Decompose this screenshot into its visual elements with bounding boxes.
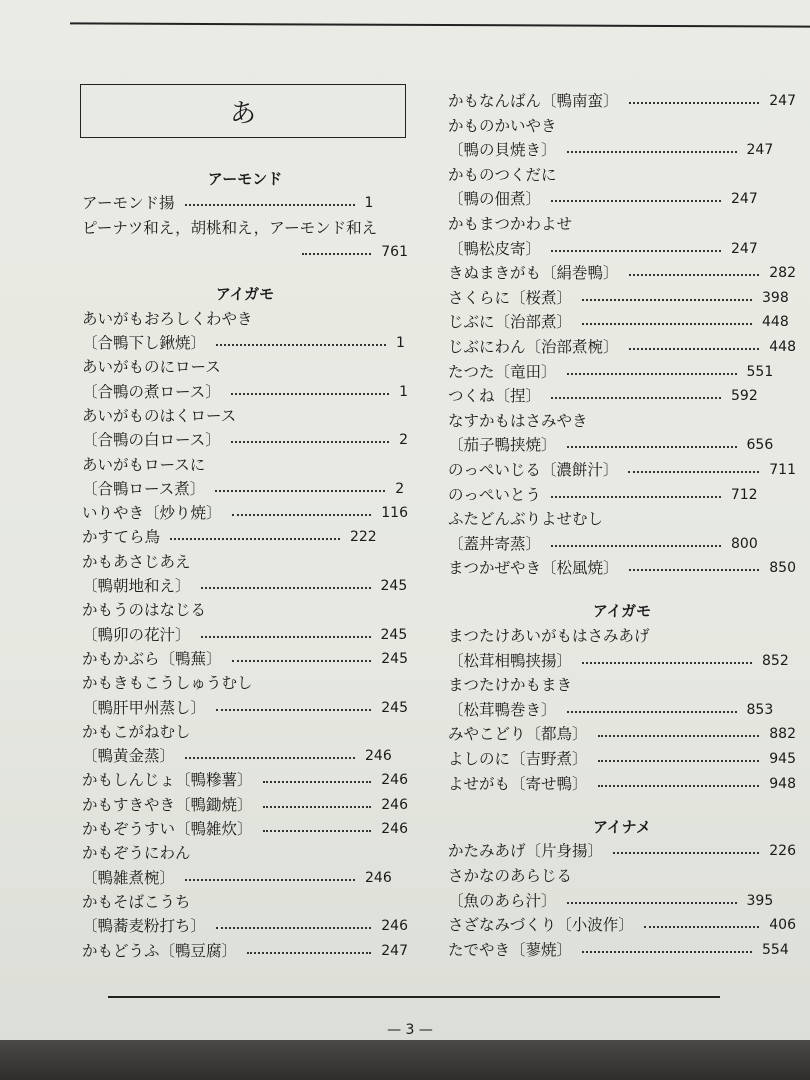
entry-text: かもなんばん〔鴨南蛮〕: [448, 92, 619, 110]
index-entry-reading: あいがもおろしくわやき: [82, 309, 253, 328]
index-entry-reading: かもまつかわよせ: [448, 215, 573, 233]
index-entry: [82, 818, 408, 840]
dot-leader: [582, 299, 752, 301]
index-entry: [82, 745, 408, 767]
entry-page-number: 247: [381, 942, 408, 959]
entry-page-number: 850: [769, 560, 796, 577]
entry-text: かたみあげ〔片身揚〕: [448, 842, 604, 861]
dot-leader: [582, 951, 752, 953]
dot-leader: [216, 927, 371, 929]
entry-text: のっぺいじる〔濃餅汁〕: [448, 461, 619, 479]
index-entry: [82, 915, 408, 937]
entry-text: アーモンド揚: [82, 194, 175, 213]
entry-text: 〔鴨松皮寄〕: [448, 239, 542, 258]
index-entry: [82, 624, 408, 646]
entry-page-number: 245: [381, 699, 408, 716]
entry-page-number: 406: [769, 917, 796, 934]
index-entry: [82, 332, 408, 354]
dot-leader: [551, 545, 721, 547]
entry-text: 〔合鴨ロース煮〕: [82, 479, 206, 498]
entry-page-number: 246: [365, 869, 392, 886]
entry-text: よせがも〔寄せ鴨〕: [448, 774, 588, 793]
index-entry-reading: ふたどんぶりよせむし: [448, 510, 604, 529]
section-kana: あ: [229, 98, 256, 129]
entry-page-number: 592: [731, 388, 758, 405]
dot-leader: [598, 785, 760, 787]
index-entry: [448, 139, 796, 161]
dot-leader: [302, 253, 371, 255]
entry-text: きぬまきがも〔絹巻鴨〕: [448, 264, 619, 283]
index-entry-reading: かもきもこうしゅうむし: [82, 674, 253, 693]
entry-text: 〔合鴨下し鍬焼〕: [82, 334, 207, 353]
index-entry: [448, 484, 796, 506]
entry-page-number: 945: [769, 751, 796, 768]
entry-text: のっぺいとう: [448, 485, 541, 504]
dot-leader: [629, 348, 760, 350]
entry-page-number: 1: [399, 383, 408, 400]
entry-text: 〔魚のあら汁〕: [448, 891, 557, 910]
index-entry: [448, 890, 796, 912]
entry-page-number: 882: [769, 726, 796, 743]
index-entry: [448, 188, 796, 210]
entry-page-number: 2: [399, 432, 408, 449]
dot-leader: [170, 538, 340, 540]
dot-leader: [185, 757, 355, 759]
entry-text: 〔鴨黄金蒸〕: [82, 747, 176, 766]
dot-leader: [598, 735, 760, 737]
entry-text: 〔鴨卯の花汁〕: [82, 625, 191, 644]
index-entry-reading: かもぞうにわん: [82, 844, 191, 863]
index-entry: [448, 914, 796, 936]
index-entry: [448, 723, 796, 745]
index-entry: [448, 773, 796, 795]
entry-page-number: 245: [381, 650, 408, 667]
index-entry: [448, 287, 796, 309]
entry-page-number: 246: [381, 796, 408, 813]
index-entry-reading: なすかもはさみやき: [448, 411, 588, 430]
index-entry-reading: あいがものはくロース: [82, 406, 237, 425]
dot-leader: [628, 471, 759, 473]
entry-page-number: 1: [364, 195, 374, 212]
entry-text: 〔松茸相鴨挟揚〕: [448, 651, 573, 670]
dot-leader: [247, 952, 371, 954]
entry-text: 〔鴨朝地和え〕: [82, 577, 191, 596]
entry-page-number: 852: [762, 652, 789, 669]
index-entry: [82, 794, 408, 816]
entry-page-number: 247: [769, 93, 796, 109]
dot-leader: [232, 514, 372, 516]
entry-page-number: 948: [769, 775, 796, 792]
entry-page-number: 711: [769, 462, 796, 478]
entry-page-number: 226: [769, 843, 796, 860]
index-entry-reading: かものつくだに: [448, 165, 557, 184]
entry-page-number: 222: [349, 529, 377, 546]
dot-leader: [263, 781, 372, 783]
entry-page-number: 247: [731, 240, 758, 257]
index-heading: アイガモ: [215, 285, 275, 304]
index-entry: [82, 381, 408, 403]
entry-text: かもぞうすい〔鴨雑炊〕: [82, 820, 253, 839]
dot-leader: [629, 102, 760, 104]
index-entry-reading: あいがもロースに: [82, 455, 206, 474]
dot-leader: [582, 662, 752, 664]
index-entry: [448, 434, 796, 456]
entry-text: たつた〔竜田〕: [448, 362, 557, 381]
entry-text: 〔茄子鴨挟焼〕: [448, 436, 557, 455]
index-entry: [82, 769, 408, 791]
dot-leader: [551, 250, 721, 252]
dot-leader: [551, 200, 721, 202]
entry-text: 〔蓋丼寄蒸〕: [448, 534, 542, 553]
dot-leader: [201, 636, 371, 638]
index-entry: [448, 336, 796, 358]
page-shadow: [0, 1040, 810, 1080]
entry-text: さざなみづくり〔小波作〕: [448, 916, 634, 935]
entry-text: つくね〔捏〕: [448, 387, 542, 406]
entry-text: かもすきやき〔鴨鋤焼〕: [82, 795, 253, 814]
index-entry-reading: さかなのあらじる: [448, 866, 573, 885]
entry-text: かすてら鳥: [82, 528, 160, 547]
dot-leader: [201, 587, 371, 589]
index-entry: [82, 241, 408, 263]
entry-text: 〔鴨雑煮椀〕: [82, 868, 176, 887]
section-kana-box: [80, 84, 406, 138]
entry-text: 〔松茸鴨巻き〕: [448, 700, 557, 719]
dot-leader: [216, 709, 371, 711]
entry-page-number: 246: [381, 918, 408, 935]
entry-text: 〔合鴨の白ロース〕: [82, 431, 221, 450]
entry-text: 〔鴨肝甲州蒸し〕: [82, 698, 207, 717]
bottom-rule: [108, 996, 720, 998]
entry-page-number: 2: [395, 480, 405, 497]
entry-page-number: 247: [731, 191, 758, 208]
dot-leader: [551, 496, 721, 498]
index-entry: [448, 385, 796, 407]
index-entry: [82, 867, 408, 889]
entry-page-number: 656: [746, 437, 774, 454]
index-entry: [448, 262, 796, 284]
dot-leader: [216, 344, 386, 346]
entry-text: よしのに〔吉野煮〕: [448, 750, 588, 769]
entry-page-number: 1: [396, 335, 405, 352]
dot-leader: [185, 879, 355, 881]
entry-text: 〔合鴨の煮ロース〕: [82, 382, 221, 401]
index-entry: [448, 361, 796, 383]
dot-leader: [231, 441, 389, 443]
dot-leader: [551, 397, 721, 399]
index-entry: [448, 238, 796, 260]
index-entry-reading: かものかいやき: [448, 116, 557, 135]
entry-page-number: 761: [381, 243, 408, 260]
entry-page-number: 245: [380, 578, 408, 595]
index-entry: [82, 575, 408, 597]
index-entry: [82, 940, 408, 962]
index-heading: アーモンド: [207, 170, 283, 188]
entry-text: じぶにわん〔治部煮椀〕: [448, 338, 619, 356]
index-entry-reading: ピーナツ和え，胡桃和え，アーモンド和え: [82, 218, 378, 237]
dot-leader: [598, 760, 760, 762]
index-entry: [82, 502, 408, 524]
dot-leader: [567, 902, 737, 904]
index-entry-reading: かもうのはなじる: [82, 601, 207, 620]
entry-text: かもどうふ〔鴨豆腐〕: [82, 941, 238, 960]
index-entry: [82, 648, 408, 670]
dot-leader: [231, 393, 389, 395]
dot-leader: [263, 830, 372, 832]
index-entry: [448, 748, 796, 770]
top-rule: [70, 22, 810, 27]
entry-text: みやこどり〔都鳥〕: [448, 725, 588, 744]
entry-page-number: 116: [381, 505, 408, 522]
entry-text: まつかぜやき〔松風焼〕: [448, 559, 619, 578]
entry-text: かもしんじょ〔鴨糝薯〕: [82, 771, 253, 790]
entry-text: さくらに〔桜煮〕: [448, 288, 573, 307]
entry-page-number: 246: [365, 748, 392, 765]
index-entry: [82, 526, 408, 548]
index-entry: [82, 192, 408, 214]
page-number: — 3 —: [387, 1022, 433, 1038]
index-entry: [448, 311, 796, 333]
entry-text: 〔鴨蕎麦粉打ち〕: [82, 917, 207, 936]
index-heading: アイナメ: [592, 817, 652, 836]
entry-page-number: 853: [746, 701, 774, 718]
entry-text: じぶに〔治部煮〕: [448, 313, 573, 332]
entry-page-number: 448: [769, 339, 796, 355]
dot-leader: [613, 852, 759, 854]
index-entry: [448, 557, 796, 579]
entry-page-number: 712: [730, 486, 758, 503]
index-entry: [448, 459, 796, 481]
index-entry-reading: かもそばこうち: [82, 892, 191, 911]
entry-text: たでやき〔蓼焼〕: [448, 940, 573, 959]
index-entry: [82, 478, 408, 500]
entry-page-number: 398: [762, 289, 789, 306]
index-entry: [448, 939, 796, 961]
dot-leader: [567, 446, 737, 448]
entry-page-number: 554: [762, 941, 789, 958]
dot-leader: [215, 490, 385, 492]
dot-leader: [582, 323, 752, 325]
dot-leader: [185, 204, 355, 206]
entry-page-number: 395: [746, 892, 774, 909]
entry-page-number: 245: [380, 626, 408, 643]
index-entry: [448, 699, 796, 721]
dot-leader: [263, 806, 372, 808]
entry-page-number: 246: [381, 772, 408, 789]
entry-page-number: 246: [381, 821, 408, 838]
dot-leader: [567, 373, 737, 375]
index-entry-reading: まつたけあいがもはさみあげ: [448, 627, 650, 646]
dot-leader: [629, 274, 760, 276]
index-entry-reading: あいがものにロース: [82, 358, 221, 377]
index-entry-reading: かもあさじあえ: [82, 552, 191, 571]
dot-leader: [232, 660, 372, 662]
entry-page-number: 282: [769, 265, 796, 282]
dot-leader: [644, 926, 760, 928]
entry-page-number: 800: [731, 535, 758, 552]
index-entry-reading: かもこがねむし: [82, 722, 191, 741]
entry-text: 〔鴨の佃煮〕: [448, 190, 542, 209]
dot-leader: [567, 711, 737, 713]
entry-page-number: 551: [746, 363, 774, 380]
index-entry: [448, 533, 796, 555]
entry-page-number: 448: [762, 314, 789, 331]
index-entry: [448, 650, 796, 672]
entry-page-number: 247: [746, 142, 774, 159]
dot-leader: [567, 151, 737, 153]
entry-text: 〔鴨の貝焼き〕: [448, 141, 557, 160]
index-entry-reading: まつたけかもまき: [448, 676, 573, 695]
index-heading: アイガモ: [592, 602, 652, 621]
index-entry: [448, 840, 796, 862]
entry-text: いりやき〔炒り焼〕: [82, 504, 222, 523]
index-entry: [82, 697, 408, 719]
index-entry: [448, 90, 796, 112]
index-entry: [82, 429, 408, 451]
entry-text: かもかぶら〔鴨蕪〕: [82, 649, 222, 668]
dot-leader: [629, 569, 760, 571]
